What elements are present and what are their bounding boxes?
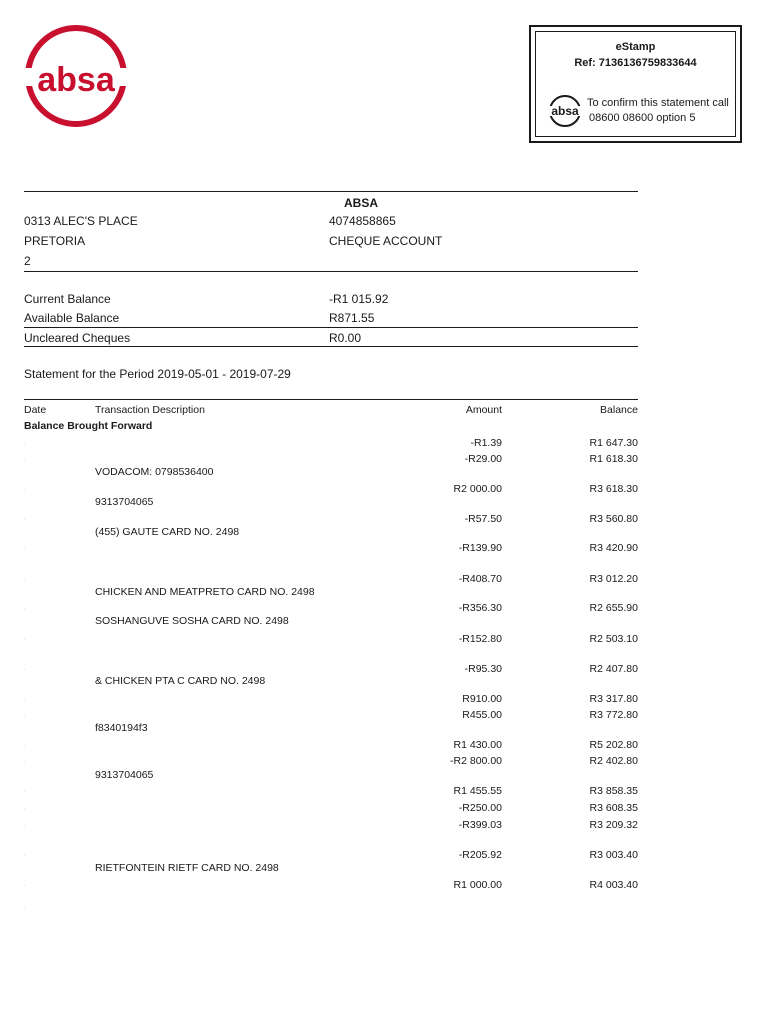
estamp-box: [529, 25, 742, 143]
row-amount: R2 000.00: [453, 483, 502, 495]
divider: [24, 346, 638, 347]
estamp-title: eStamp: [615, 41, 656, 53]
current-balance-label: Current Balance: [24, 292, 111, 306]
row-balance: R4 003.40: [589, 879, 638, 891]
svg-text:absa: absa: [551, 104, 579, 118]
statement-period: Statement for the Period 2019-05-01 - 2019-07-29: [24, 367, 291, 381]
available-balance-value: R871.55: [329, 311, 375, 325]
row-balance: R3 560.80: [589, 513, 638, 525]
row-description: f8340194f3: [95, 722, 148, 734]
row-marker: .: [24, 904, 26, 910]
row-description: RIETFONTEIN RIETF CARD NO. 2498: [95, 862, 279, 874]
row-amount: -R95.30: [464, 663, 502, 675]
column-header-amount: Amount: [465, 404, 502, 416]
row-amount: -R1.39: [470, 437, 502, 449]
row-description: 9313704065: [95, 496, 154, 508]
estamp-confirm-line2: 08600 08600 option 5: [589, 112, 696, 124]
row-amount: -R139.90: [458, 542, 502, 554]
uncleared-cheques-value: R0.00: [329, 331, 362, 345]
row-marker: .: [24, 516, 26, 522]
row-amount: -R57.50: [464, 513, 502, 525]
row-balance: R1 618.30: [589, 453, 638, 465]
row-marker: .: [24, 486, 26, 492]
row-balance: R2 655.90: [589, 602, 638, 614]
row-amount: R910.00: [462, 693, 502, 705]
row-marker: .: [24, 605, 26, 611]
address-line3: 2: [24, 254, 31, 268]
logo-text: absa: [37, 61, 115, 99]
row-description: (455) GAUTE CARD NO. 2498: [95, 526, 240, 538]
row-balance: R2 407.80: [589, 663, 638, 675]
row-balance: R3 858.35: [589, 785, 638, 797]
row-marker: .: [24, 666, 26, 672]
address-line2: PRETORIA: [24, 234, 86, 248]
address-line1: 0313 ALEC'S PLACE: [24, 214, 138, 228]
row-balance: R2 503.10: [589, 633, 638, 645]
row-balance: R3 209.32: [589, 819, 638, 831]
row-marker: .: [24, 805, 26, 811]
row-marker: .: [24, 788, 26, 794]
row-amount: -R152.80: [458, 633, 502, 645]
row-balance: R1 647.30: [589, 437, 638, 449]
row-marker: .: [24, 440, 26, 446]
column-header-balance: Balance: [600, 404, 638, 416]
row-description: & CHICKEN PTA C CARD NO. 2498: [95, 675, 266, 687]
row-balance: R3 608.35: [589, 802, 638, 814]
row-amount: -R205.92: [458, 849, 502, 861]
divider: [24, 191, 638, 192]
row-marker: .: [24, 696, 26, 702]
row-marker: .: [24, 822, 26, 828]
row-balance: R3 772.80: [589, 709, 638, 721]
divider: [24, 271, 638, 272]
balance-brought-forward: Balance Brought Forward: [24, 420, 153, 432]
account-type: CHEQUE ACCOUNT: [329, 234, 443, 248]
absa-logo: [24, 24, 128, 128]
row-marker: .: [24, 576, 26, 582]
row-marker: .: [24, 636, 26, 642]
available-balance-label: Available Balance: [24, 311, 120, 325]
row-amount: R1 455.55: [453, 785, 502, 797]
column-header-date: Date: [24, 404, 47, 416]
row-marker: .: [24, 882, 26, 888]
bank-label: ABSA: [344, 196, 379, 210]
row-amount: -R399.03: [458, 819, 502, 831]
current-balance-value: -R1 015.92: [329, 292, 389, 306]
row-balance: R3 012.20: [589, 573, 638, 585]
row-amount: -R356.30: [458, 602, 502, 614]
row-balance: R3 618.30: [589, 483, 638, 495]
row-marker: .: [24, 545, 26, 551]
uncleared-cheques-label: Uncleared Cheques: [24, 331, 131, 345]
row-description: 9313704065: [95, 769, 154, 781]
row-amount: -R29.00: [464, 453, 502, 465]
row-amount: R1 000.00: [453, 879, 502, 891]
row-marker: .: [24, 852, 26, 858]
row-balance: R5 202.80: [589, 739, 638, 751]
row-marker: .: [24, 742, 26, 748]
row-amount: -R2 800.00: [450, 755, 502, 767]
divider: [24, 399, 638, 400]
row-marker: .: [24, 712, 26, 718]
row-balance: R3 317.80: [589, 693, 638, 705]
estamp-absa-icon: [542, 94, 588, 128]
row-description: VODACOM: 0798536400: [95, 466, 214, 478]
estamp-ref: Ref: 7136136759833644: [574, 57, 697, 69]
column-header-description: Transaction Description: [95, 404, 205, 416]
estamp-confirm-line1: To confirm this statement call: [587, 97, 729, 109]
row-marker: .: [24, 456, 26, 462]
row-amount: R455.00: [462, 709, 502, 721]
account-number: 4074858865: [329, 214, 396, 228]
row-marker: .: [24, 758, 26, 764]
row-balance: R3 420.90: [589, 542, 638, 554]
row-balance: R3 003.40: [589, 849, 638, 861]
divider: [24, 327, 638, 328]
row-balance: R2 402.80: [589, 755, 638, 767]
row-amount: R1 430.00: [453, 739, 502, 751]
row-amount: -R408.70: [458, 573, 502, 585]
row-description: CHICKEN AND MEATPRETO CARD NO. 2498: [95, 586, 315, 598]
row-description: SOSHANGUVE SOSHA CARD NO. 2498: [95, 615, 289, 627]
row-amount: -R250.00: [458, 802, 502, 814]
